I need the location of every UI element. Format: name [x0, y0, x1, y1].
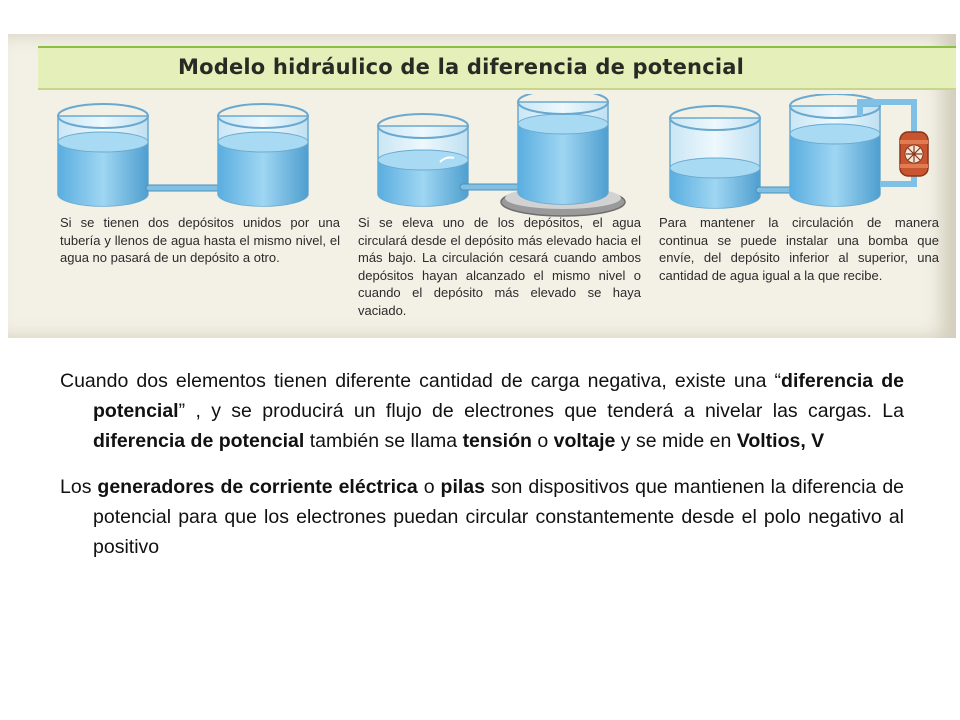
text-run: o	[531, 430, 554, 452]
paragraph-generators	[60, 472, 904, 562]
caption-equal-level: Si se tienen dos depósitos unidos por una tubería y llenos de agua hasta el mismo nivel, el agua no pasará de un depósito a otro.	[60, 215, 340, 265]
scene-pump-circuit	[670, 94, 928, 208]
text-run: ” , y se producirá un flujo de electrones que tenderá a nivelar las cargas. La	[178, 400, 904, 422]
hydraulic-model-illustration	[48, 94, 948, 234]
bold-term: diferencia de potencial	[93, 370, 904, 422]
text-run: y se mide en	[615, 430, 737, 452]
text-run: Los	[60, 476, 98, 498]
bold-term: pilas	[440, 476, 485, 498]
tank-lower	[670, 106, 760, 208]
bold-term: generadores de corriente eléctrica	[97, 476, 418, 498]
tank-left	[58, 104, 148, 206]
tank-raised	[518, 94, 608, 204]
connecting-pipe	[460, 184, 522, 190]
text-run: también se llama	[304, 430, 463, 452]
tank-low	[378, 114, 468, 206]
tank-upper	[790, 94, 880, 206]
text-run: Cuando dos elementos tienen diferente cantidad de carga negativa, existe una “	[60, 370, 782, 392]
bold-term: voltaje	[553, 430, 616, 452]
pump-icon	[900, 132, 928, 176]
connecting-pipe	[146, 185, 220, 191]
bold-term: diferencia de potencial	[93, 430, 305, 452]
figure-title: Modelo hidráulico de la diferencia de potencial	[178, 55, 745, 79]
caption-elevated-tank: Si se eleva uno de los depósitos, el agua circulará desde el depósito más elevado hacia el más bajo. La circulación cesará cuando ambos depósitos hayan alcanzado el mismo nivel o cuando el depósito más elevado se haya vaciado.	[358, 215, 641, 318]
text-run: son dispositivos que mantienen la diferencia de potencial para que los electrones puedan circular constantemente desde el polo negativo al positivo	[93, 476, 905, 558]
caption-pump: Para mantener la circulación de manera continua se puede instalar una bomba que envíe, del depósito inferior al superior, una cantidad de agua igual a la que recibe.	[659, 215, 939, 283]
paragraph-potential-difference	[60, 366, 904, 456]
bold-term: tensión	[462, 430, 532, 452]
scene-equal-level	[58, 104, 308, 206]
slide-body	[60, 366, 904, 578]
tank-right	[218, 104, 308, 206]
figure-title-bar	[38, 48, 956, 90]
text-run: o	[417, 476, 441, 498]
scene-elevated-tank	[378, 94, 625, 216]
textbook-figure-scan	[8, 34, 956, 338]
bold-term: Voltios, V	[736, 430, 825, 452]
